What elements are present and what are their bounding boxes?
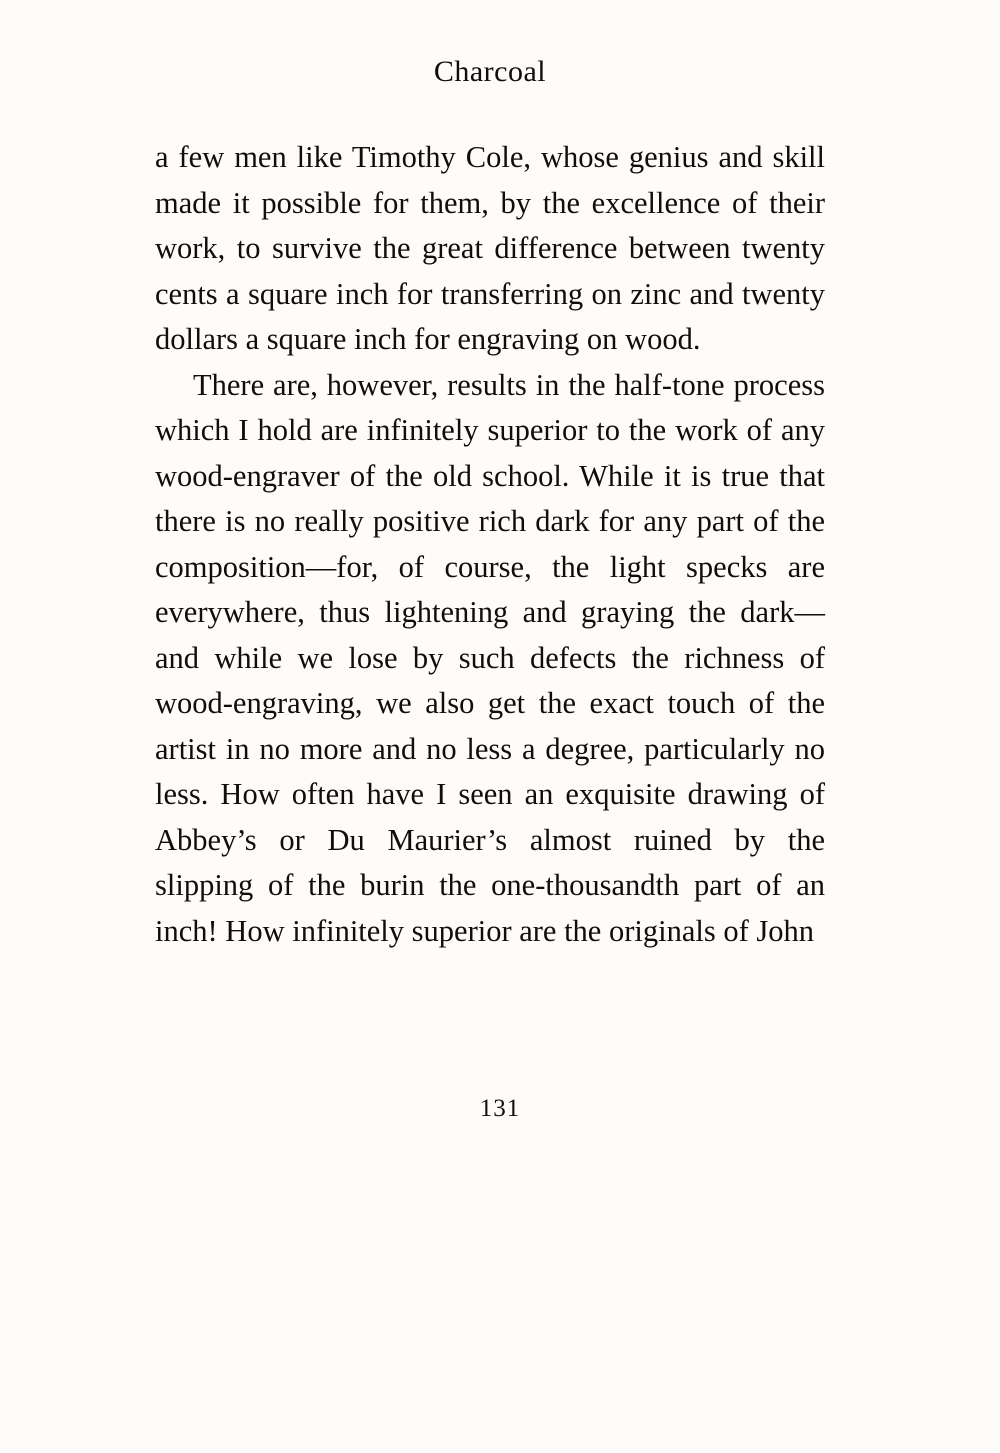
running-head: Charcoal [433,55,547,88]
paragraph-continuation: a few men like Timothy Cole, whose genius and skill made it possible for them, by the excellence of their work, to survive the great difference between twenty cents a square inch for transferring on zinc and twenty dollars a square inch for engraving on wood. [155,140,825,356]
body-text [155,135,825,954]
paragraph-2: There are, however, results in the half-tone process which I hold are infinitely superior to the work of any wood-engraver of the old school. While it is true that there is no really positive rich dark for any part of the composition—for, of course, the light specks are everywhere, thus lightening and graying the dark—and while we lose by such defects the richness of wood-engraving, we also get the exact touch of the artist in no more and no less a degree, particularly no less. How often have I seen an exquisite drawing of Abbey’s or Du Maurier’s almost ruined by the slipping of the burin the one-thousandth part of an inch! How infinitely superior are the originals of John [155,367,825,948]
page-text-block [155,55,825,954]
page-number: 131 [479,1095,521,1122]
